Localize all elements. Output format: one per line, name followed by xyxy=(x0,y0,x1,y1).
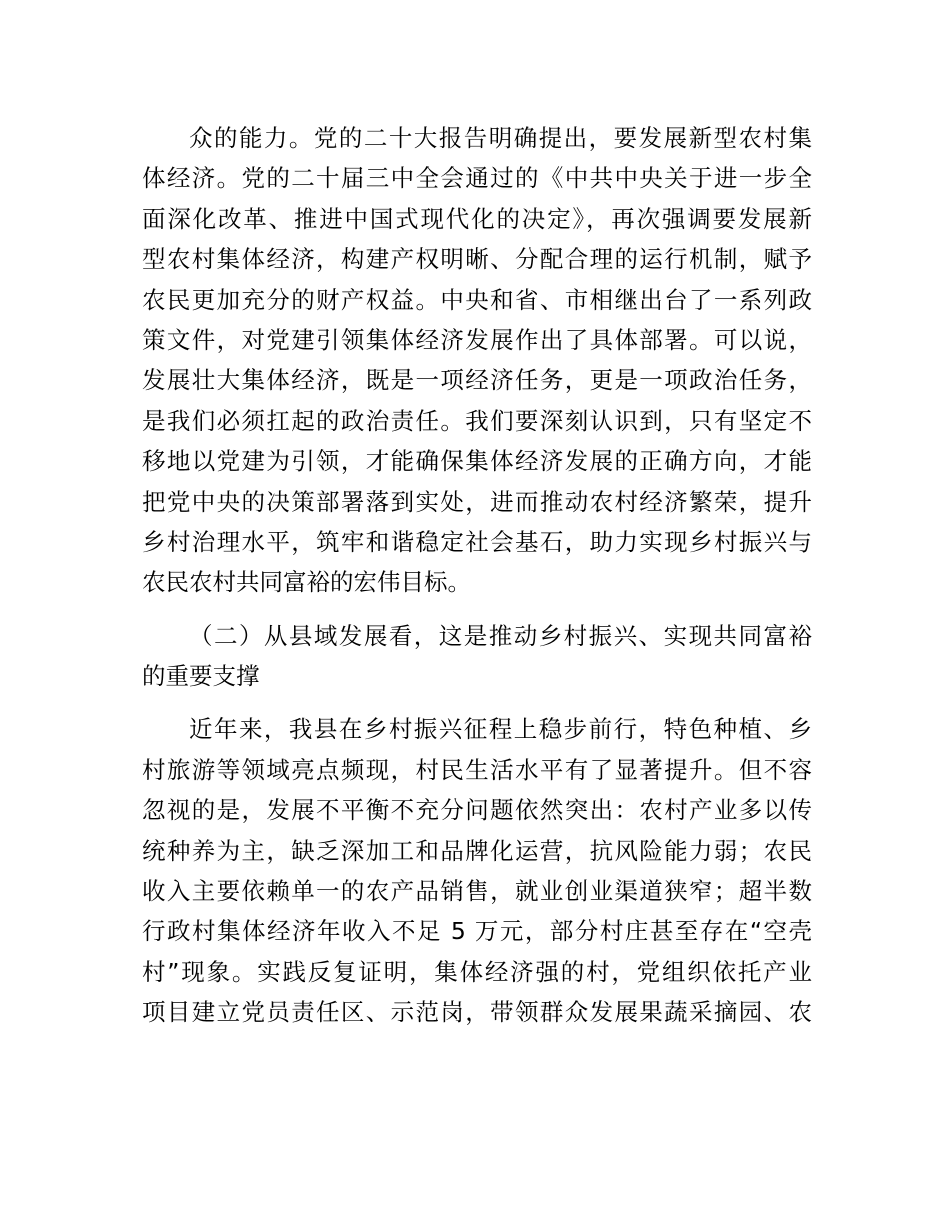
text-line: 项目建立党员责任区、示范岗，带领群众发展果蔬采摘园、农 xyxy=(142,998,812,1027)
text-line: 众的能力。党的二十大报告明确提出，要发展新型农村集 xyxy=(189,124,812,152)
text-line: 乡村治理水平，筑牢和谐稳定社会基石，助力实现乡村振兴与 xyxy=(142,527,812,556)
text-line: 近年来，我县在乡村振兴征程上稳步前行，特色种植、乡 xyxy=(189,715,812,744)
text-line: 发展壮大集体经济，既是一项经济任务，更是一项政治任务， xyxy=(142,366,812,395)
text-line: 村旅游等领域亮点频现，村民生活水平有了显著提升。但不容 xyxy=(142,755,812,784)
paragraph-gap xyxy=(142,696,812,709)
text-line: 面深化改革、推进中国式现代化的决定》，再次强调要发展新 xyxy=(142,204,812,233)
text-line: 把党中央的决策部署落到实处，进而推动农村经济繁荣，提升 xyxy=(142,487,812,516)
paragraph-gap xyxy=(142,603,812,616)
text-line: 忽视的是，发展不平衡不充分问题依然突出：农村产业多以传 xyxy=(142,796,812,825)
text-line: 农民农村共同富裕的宏伟目标。 xyxy=(142,568,471,597)
text-line: 行政村集体经济年收入不足 5 万元，部分村庄甚至存在“空壳 xyxy=(142,917,812,946)
text-line: 是我们必须扛起的政治责任。我们要深刻认识到，只有坚定不 xyxy=(142,406,812,435)
document-page xyxy=(142,118,812,1033)
text-line: 型农村集体经济，构建产权明晰、分配合理的运行机制，赋予 xyxy=(142,245,812,274)
section-heading xyxy=(142,616,812,697)
text-line: 体经济。党的二十届三中全会通过的《中共中央关于进一步全 xyxy=(142,164,812,193)
text-line: 农民更加充分的财产权益。中央和省、市相继出台了一系列政 xyxy=(142,285,812,314)
text-line: 策文件，对党建引领集体经济发展作出了具体部署。可以说， xyxy=(142,325,812,354)
text-line: （二）从县域发展看，这是推动乡村振兴、实现共同富裕 xyxy=(189,621,812,650)
text-line: 村”现象。实践反复证明，集体经济强的村，党组织依托产业 xyxy=(142,957,812,986)
text-line: 收入主要依赖单一的农产品销售，就业创业渠道狭窄；超半数 xyxy=(142,877,812,906)
paragraph-3 xyxy=(142,709,812,1032)
text-line: 的重要支撑 xyxy=(142,662,260,691)
paragraph-1 xyxy=(142,118,812,603)
text-line: 统种养为主，缺乏深加工和品牌化运营，抗风险能力弱；农民 xyxy=(142,836,812,865)
text-line: 移地以党建为引领，才能确保集体经济发展的正确方向，才能 xyxy=(142,447,812,476)
